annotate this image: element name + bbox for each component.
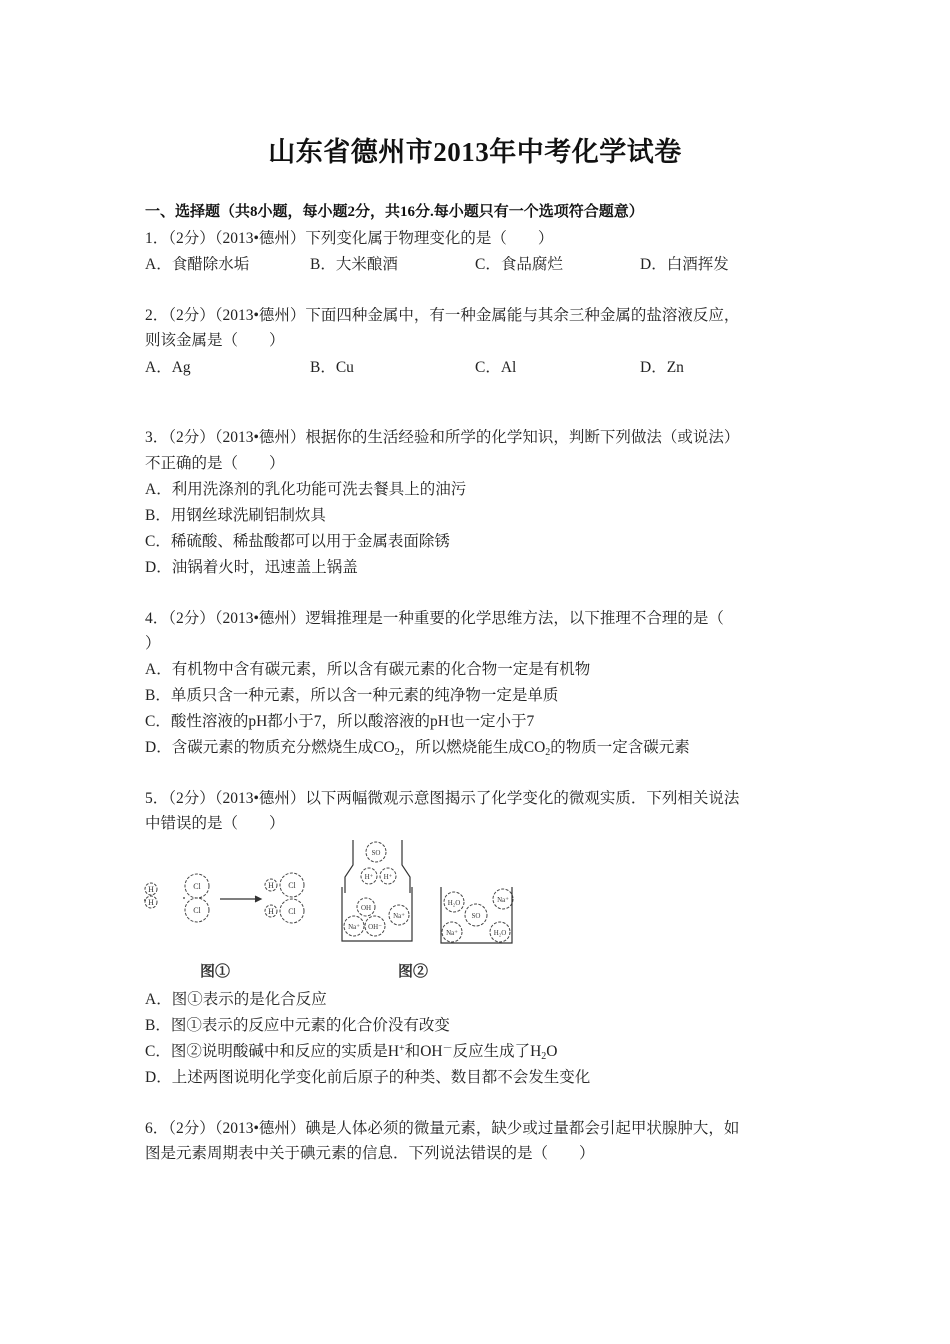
- fig1-label-cl1: Cl: [193, 882, 201, 891]
- question-2-option-d: D．Zn: [640, 359, 684, 376]
- question-1-stem: 1．（2分）（2013•德州）下列变化属于物理变化的是（ ）: [145, 230, 554, 247]
- question-1-option-a: A．食醋除水垢: [145, 256, 250, 273]
- q5c-text-a: C．图②说明酸碱中和反应的实质是H: [145, 1043, 400, 1060]
- question-3-option-d: D．油锅着火时，迅速盖上锅盖: [145, 559, 358, 576]
- question-3-stem-line2: 不正确的是（ ）: [145, 455, 285, 472]
- q5c-subscript: 2: [541, 1051, 547, 1062]
- fig2-label-so4: SO: [371, 849, 381, 857]
- question-3-option-c: C．稀硫酸、稀盐酸都可以用于金属表面除锈: [145, 533, 450, 550]
- fig2-label-na-1: Na⁺: [348, 923, 360, 931]
- fig1-label-cl2: Cl: [193, 906, 201, 915]
- fig1-label-cl4: Cl: [288, 907, 296, 916]
- q5c-text-b: 和OH: [404, 1043, 443, 1060]
- question-3-stem-line1: 3．（2分）（2013•德州）根据你的生活经验和所学的化学知识，判断下列做法（或说法）: [145, 429, 740, 446]
- question-1-option-d: D．白酒挥发: [640, 256, 729, 273]
- question-6-stem-line1: 6．（2分）（2013•德州）碘是人体必须的微量元素，缺少或过量都会引起甲状腺肿大，如: [145, 1120, 740, 1137]
- section-heading: 一、选择题（共8小题，每小题2分，共16分.每小题只有一个选项符合题意）: [145, 204, 644, 220]
- q4d-subscript-1: 2: [394, 747, 400, 758]
- question-5-stem-line2: 中错误的是（ ）: [145, 815, 285, 832]
- fig1-label-cl3: Cl: [288, 881, 296, 890]
- fig2-label-oh: OH: [360, 904, 372, 912]
- fig1-label-h4: H: [268, 907, 274, 916]
- question-2-option-a: A．Ag: [145, 359, 191, 376]
- question-4-option-b: B．单质只含一种元素，所以含一种元素的纯净物一定是单质: [145, 687, 559, 704]
- question-3-option-a: A．利用洗涤剂的乳化功能可洗去餐具上的油污: [145, 481, 467, 498]
- q4d-text-b: ，所以燃烧能生成CO: [399, 739, 546, 756]
- question-1-option-c: C．食品腐烂: [475, 256, 563, 273]
- question-3-option-b: B．用钢丝球洗刷铝制炊具: [145, 507, 326, 524]
- fig2-label-h2o-1: H₂O: [447, 899, 461, 907]
- q5c-superscript-1: +: [399, 1043, 405, 1054]
- figure-2-caption: 图②: [398, 964, 429, 980]
- question-5-option-c: [145, 1039, 557, 1061]
- fig2-dropper-left: [345, 840, 353, 893]
- q4d-text-a: D．含碳元素的物质充分燃烧生成CO: [145, 739, 395, 756]
- question-4-option-c: C．酸性溶液的pH都小于7，所以酸溶液的pH也一定小于7: [145, 713, 535, 730]
- q5c-text-c: 反应生成了H: [452, 1043, 542, 1060]
- question-4-stem-line1: 4．（2分）（2013•德州）逻辑推理是一种重要的化学思维方法，以下推理不合理的是（: [145, 610, 724, 627]
- q5c-text-d: O: [546, 1043, 558, 1060]
- question-6-stem-line2: 图是元素周期表中关于碘元素的信息．下列说法错误的是（ ）: [145, 1145, 595, 1162]
- fig2-label-h-ion-1: H⁺: [364, 873, 374, 881]
- fig1-label-h3: H: [268, 881, 274, 890]
- q4d-text-c: 的物质一定含碳元素: [550, 739, 690, 756]
- question-4-option-d: [145, 735, 690, 757]
- fig2-label-h2o-2: H₂O: [493, 929, 507, 937]
- fig1-label-h2: H: [148, 898, 154, 907]
- question-4-stem-line2: ）: [145, 635, 161, 652]
- fig2-dropper-right: [402, 840, 410, 893]
- question-5-option-a: A．图①表示的是化合反应: [145, 991, 327, 1008]
- question-5-option-d: D．上述两图说明化学变化前后原子的种类、数目都不会发生变化: [145, 1069, 591, 1086]
- q5c-superscript-2: －: [442, 1043, 453, 1054]
- question-2-stem-line2: 则该金属是（ ）: [145, 332, 285, 349]
- fig2-label-na-4: Na⁺: [446, 929, 458, 937]
- q4d-subscript-2: 2: [545, 747, 551, 758]
- question-2-stem-line1: 2．（2分）（2013•德州）下面四种金属中，有一种金属能与其余三种金属的盐溶液反应，: [145, 307, 740, 324]
- fig2-label-oh-ion: OH⁻: [368, 923, 382, 931]
- fig1-label-h1: H: [148, 885, 154, 894]
- question-5-option-b: B．图①表示的反应中元素的化合价没有改变: [145, 1017, 450, 1034]
- fig2-label-h-ion-2: H⁺: [383, 873, 393, 881]
- fig2-label-na-2: Na⁺: [393, 912, 405, 920]
- question-5-stem-line1: 5．（2分）（2013•德州）以下两幅微观示意图揭示了化学变化的微观实质．下列相关说法: [145, 790, 740, 807]
- question-2-option-b: B．Cu: [310, 359, 354, 376]
- figure-1-caption: 图①: [200, 964, 231, 980]
- question-1-option-b: B．大米酿酒: [310, 256, 398, 273]
- fig2-label-na-3: Na⁺: [497, 896, 509, 904]
- fig2-label-so4-2: SO: [471, 912, 481, 920]
- question-4-option-a: A．有机物中含有碳元素，所以含有碳元素的化合物一定是有机物: [145, 661, 591, 678]
- question-2-option-c: C．Al: [475, 359, 517, 376]
- page-title: 山东省德州市2013年中考化学试卷: [268, 137, 682, 167]
